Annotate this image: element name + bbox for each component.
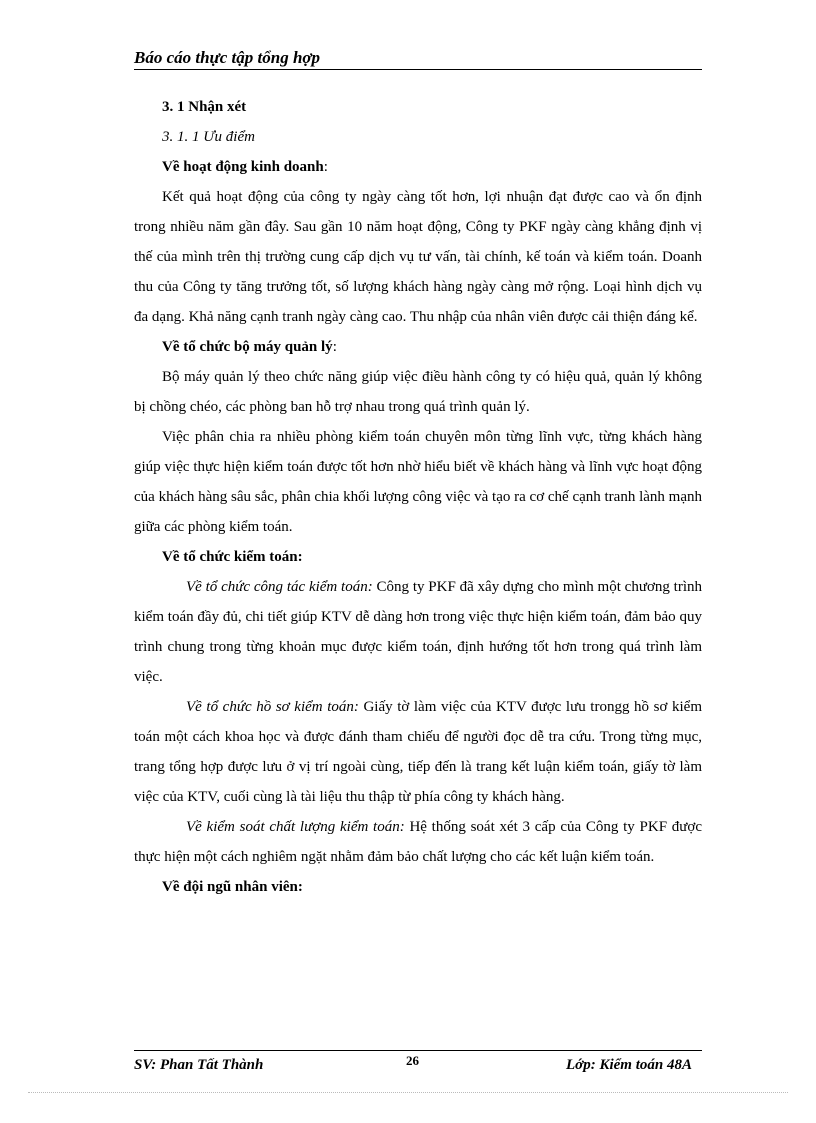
paragraph-cong-tac-kiem-toan xyxy=(134,572,702,692)
heading-kinh-doanh-colon: : xyxy=(323,159,328,175)
paragraph-bo-may-2: Việc phân chia ra nhiều phòng kiểm toán chuyên môn từng lĩnh vực, từng khách hàng giúp việc thực hiện kiểm toán được tốt hơn nhờ hiểu biết về khách hàng và lĩnh vực hoạt động của khách hàng sâu sắc, phân chia khối lượng công việc và tạo ra cơ chế cạnh tranh lành mạnh giữa các phòng kiểm toán. xyxy=(134,429,702,535)
text-kiem-soat-chat-luong: Hệ thống soát xét 3 cấp của Công ty PKF được thực hiện một cách nghiêm ngặt nhằm đảm bảo chất lượng cho các kết luận kiểm toán. xyxy=(134,819,702,865)
paragraph-bo-may-1: Bộ máy quản lý theo chức năng giúp việc điều hành công ty có hiệu quả, quản lý không bị chồng chéo, các phòng ban hỗ trợ nhau trong quá trình quản lý. xyxy=(134,369,702,415)
page-bottom-divider xyxy=(28,1092,788,1093)
paragraph-kinh-doanh: Kết quả hoạt động của công ty ngày càng tốt hơn, lợi nhuận đạt được cao và ổn định trong nhiều năm gần đây. Sau gần 10 năm hoạt động, Công ty PKF ngày càng khẳng định vị thế của mình trên thị trường cung cấp dịch vụ tư vấn, tài chính, kế toán và kiểm toán. Doanh thu của Công ty tăng trưởng tốt, số lượng khách hàng ngày càng mở rộng. Loại hình dịch vụ đa dạng. Khả năng cạnh tranh ngày càng cao. Thu nhập của nhân viên được cải thiện đáng kể. xyxy=(134,189,702,325)
heading-bo-may-text: Về tổ chức bộ máy quản lý xyxy=(162,339,333,355)
heading-kiem-toan: Về tổ chức kiểm toán: xyxy=(162,549,303,565)
section-title-3-1: 3. 1 Nhận xét xyxy=(162,99,247,115)
footer-class: Lớp: Kiểm toán 48A xyxy=(566,1057,692,1073)
paragraph-kiem-soat-chat-luong xyxy=(134,812,702,872)
heading-kinh-doanh-text: Về hoạt động kinh doanh xyxy=(162,159,324,175)
text-ho-so-kiem-toan: Giấy tờ làm việc của KTV được lưu trongg hồ sơ kiểm toán một cách khoa học và được đánh tham chiếu để người đọc dễ tra cứu. Trong từng mục, trang tổng hợp được lưu ở vị trí ngoài cùng, tiếp đến là trang kết luận kiểm toán, giấy tờ làm việc của KTV, cuối cùng là tài liệu thu thập từ phía công ty khách hàng. xyxy=(134,699,703,805)
subsection-title-3-1-1: 3. 1. 1 Ưu điểm xyxy=(162,129,255,145)
header-title: Báo cáo thực tập tổng hợp xyxy=(134,48,321,67)
lead-kiem-soat-chat-luong: Về kiểm soát chất lượng kiểm toán: xyxy=(186,819,405,835)
lead-cong-tac-kiem-toan: Về tổ chức công tác kiểm toán: xyxy=(186,579,373,595)
heading-bo-may-colon: : xyxy=(332,339,337,355)
heading-kinh-doanh xyxy=(134,152,702,182)
lead-ho-so-kiem-toan: Về tổ chức hồ sơ kiểm toán: xyxy=(186,699,359,715)
footer-student: SV: Phan Tất Thành xyxy=(134,1057,264,1073)
text-cong-tac-kiem-toan: Công ty PKF đã xây dựng cho mình một chương trình kiểm toán đầy đủ, chi tiết giúp KTV dễ dàng hơn trong việc thực hiện kiểm toán, đảm bảo quy trình chung trong từng khoản mục được kiểm toán, định hướng tốt hơn trong quá trình làm việc. xyxy=(134,579,703,685)
heading-bo-may xyxy=(134,332,702,362)
heading-nhan-vien: Về đội ngũ nhân viên: xyxy=(162,879,303,895)
page-header xyxy=(134,48,702,70)
page-number: 26 xyxy=(406,1053,419,1068)
paragraph-ho-so-kiem-toan xyxy=(134,692,702,812)
document-body xyxy=(134,92,702,902)
page-footer xyxy=(134,1050,702,1073)
